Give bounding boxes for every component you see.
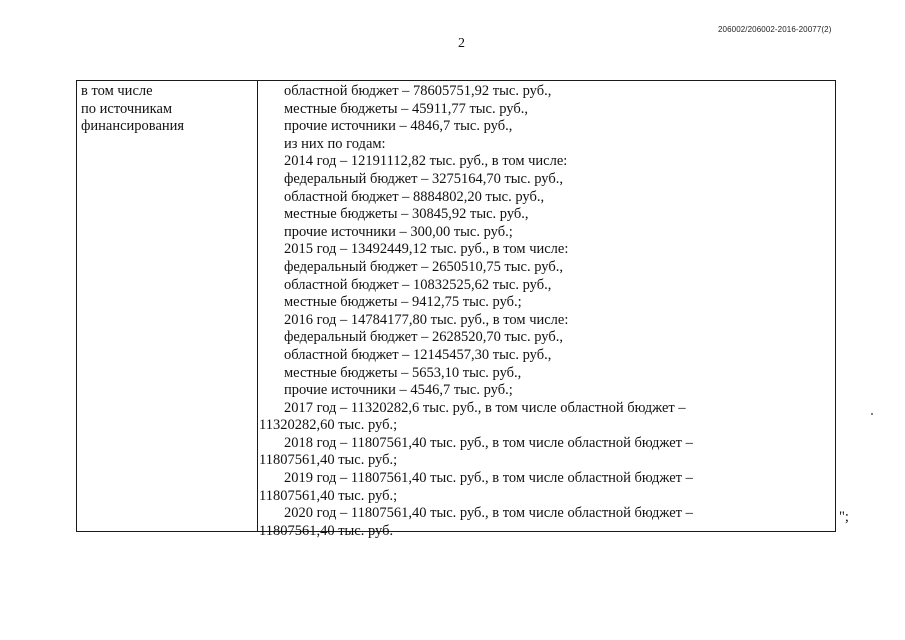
left-cell-line: финансирования	[81, 118, 185, 135]
year-total-line: 2017 год – 11320282,6 тыс. руб., в том числе областной бюджет –	[284, 399, 686, 416]
financing-line: областной бюджет – 8884802,20 тыс. руб.,	[284, 188, 545, 205]
financing-line: областной бюджет – 78605751,92 тыс. руб.,	[284, 83, 552, 99]
page-number: 2	[458, 36, 465, 51]
financing-line: федеральный бюджет – 2650510,75 тыс. руб.,	[284, 258, 563, 275]
scan-speck	[871, 413, 873, 415]
financing-line: федеральный бюджет – 3275164,70 тыс. руб.,	[284, 170, 563, 187]
year-total-continuation: 11807561,40 тыс. руб.	[259, 522, 394, 539]
year-total-continuation: 11807561,40 тыс. руб.;	[259, 487, 398, 504]
year-total-line: 2019 год – 11807561,40 тыс. руб., в том числе областной бюджет –	[284, 470, 693, 487]
left-cell-line: по источникам	[81, 100, 173, 117]
financing-line: прочие источники – 4846,7 тыс. руб.,	[284, 118, 513, 135]
year-total-line: 2015 год – 13492449,12 тыс. руб., в том числе:	[284, 241, 569, 258]
financing-line: местные бюджеты – 5653,10 тыс. руб.,	[284, 364, 522, 381]
financing-line: местные бюджеты – 9412,75 тыс. руб.;	[284, 294, 522, 311]
financing-line: местные бюджеты – 45911,77 тыс. руб.,	[284, 100, 528, 117]
financing-line: областной бюджет – 10832525,62 тыс. руб.,	[284, 276, 552, 293]
financing-line: прочие источники – 4546,7 тыс. руб.;	[284, 382, 513, 399]
closing-quote-mark: ";	[839, 509, 849, 525]
year-total-line: 2020 год – 11807561,40 тыс. руб., в том числе областной бюджет –	[284, 505, 693, 522]
financing-line: прочие источники – 300,00 тыс. руб.;	[284, 223, 513, 240]
column-divider	[257, 81, 258, 531]
document-id: 206002/206002-2016-20077(2)	[718, 25, 832, 34]
table-right-cell	[259, 83, 829, 540]
year-total-line: 2018 год – 11807561,40 тыс. руб., в том числе областной бюджет –	[284, 434, 693, 451]
year-total-line: 2016 год – 14784177,80 тыс. руб., в том числе:	[284, 311, 569, 328]
financing-line: областной бюджет – 12145457,30 тыс. руб.,	[284, 346, 552, 363]
year-total-line: 2014 год – 12191112,82 тыс. руб., в том числе:	[284, 153, 568, 170]
table-left-cell	[81, 83, 253, 136]
financing-line: из них по годам:	[284, 135, 386, 152]
financing-line: местные бюджеты – 30845,92 тыс. руб.,	[284, 206, 529, 223]
financing-table	[76, 80, 836, 539]
year-total-continuation: 11807561,40 тыс. руб.;	[259, 452, 398, 469]
financing-line: федеральный бюджет – 2628520,70 тыс. руб.,	[284, 329, 563, 346]
year-total-continuation: 11320282,60 тыс. руб.;	[259, 417, 398, 434]
left-cell-line: в том числе	[81, 83, 153, 99]
